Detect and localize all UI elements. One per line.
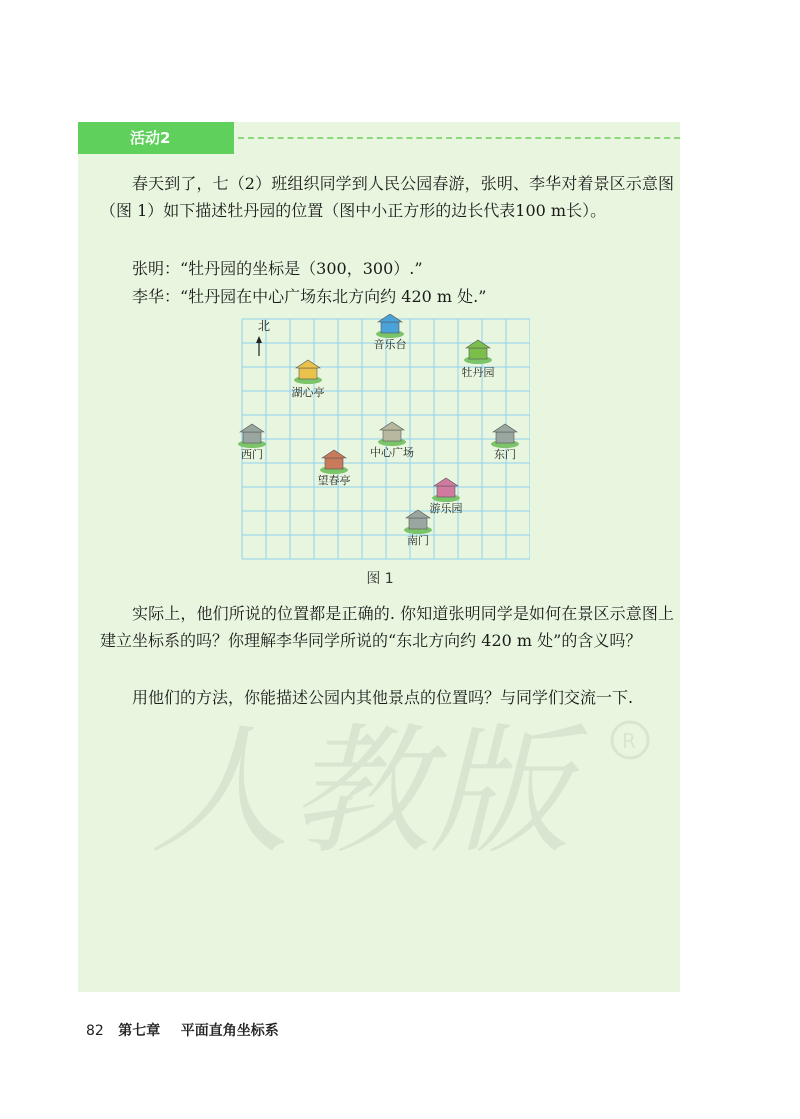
amusement-park-icon <box>432 478 460 502</box>
place-label: 南门 <box>407 534 429 547</box>
discussion-paragraph: 用他们的方法，你能描述公园内其他景点的位置吗？与同学们交流一下. <box>132 688 634 707</box>
plaza-icon <box>378 422 406 446</box>
place-label: 湖心亭 <box>291 386 325 399</box>
pavilion-icon <box>294 360 322 384</box>
question-paragraph: 实际上，他们所说的位置都是正确的. 你知道张明同学是如何在景区示意图上建立坐标系的吗？你理解李华同学所说的“东北方向约 420 m 处”的含义吗？ <box>100 604 674 650</box>
tab-dashed-divider <box>238 137 680 139</box>
gate-icon <box>491 424 519 448</box>
peony-garden-icon <box>464 340 492 364</box>
lihua-quote: 李华：“牡丹园在中心广场东北方向约 420 m 处.” <box>132 287 487 306</box>
zhangming-quote: 张明：“牡丹园的坐标是（300，300）.” <box>132 259 423 278</box>
map-place <box>462 340 495 379</box>
page-number: 82 <box>86 1023 104 1039</box>
map-place <box>292 360 325 399</box>
place-label: 游乐园 <box>429 502 463 515</box>
place-label: 东门 <box>494 448 516 461</box>
map-place <box>318 450 351 487</box>
place-label: 中心广场 <box>370 446 414 459</box>
page-footer <box>86 1020 279 1040</box>
chapter-label: 第七章 <box>118 1023 161 1039</box>
gate-icon <box>404 510 432 534</box>
park-map-figure <box>230 314 530 564</box>
publisher-watermark <box>150 700 670 880</box>
north-arrow <box>256 319 270 356</box>
figure-caption: 图 1 <box>366 571 394 587</box>
svg-text:R: R <box>622 729 636 753</box>
north-label: 北 <box>258 319 271 333</box>
place-label: 望春亭 <box>317 474 351 487</box>
svg-text:人教版: 人教版 <box>150 711 571 874</box>
chapter-title: 平面直角坐标系 <box>180 1023 279 1039</box>
place-label: 音乐台 <box>373 338 407 351</box>
map-place <box>491 424 519 461</box>
intro-paragraph: 春天到了，七（2）班组织同学到人民公园春游，张明、李华对着景区示意图（图 1）如下描述牡丹园的位置（图中小正方形的边长代表100 m长）。 <box>100 174 674 220</box>
map-place <box>404 510 432 547</box>
map-place <box>370 422 414 459</box>
activity-tab: 活动2 <box>78 122 234 154</box>
place-label: 牡丹园 <box>461 366 495 379</box>
place-label: 西门 <box>241 448 263 461</box>
map-place <box>374 314 407 351</box>
stage-icon <box>376 314 404 338</box>
pavilion-icon <box>320 450 348 474</box>
